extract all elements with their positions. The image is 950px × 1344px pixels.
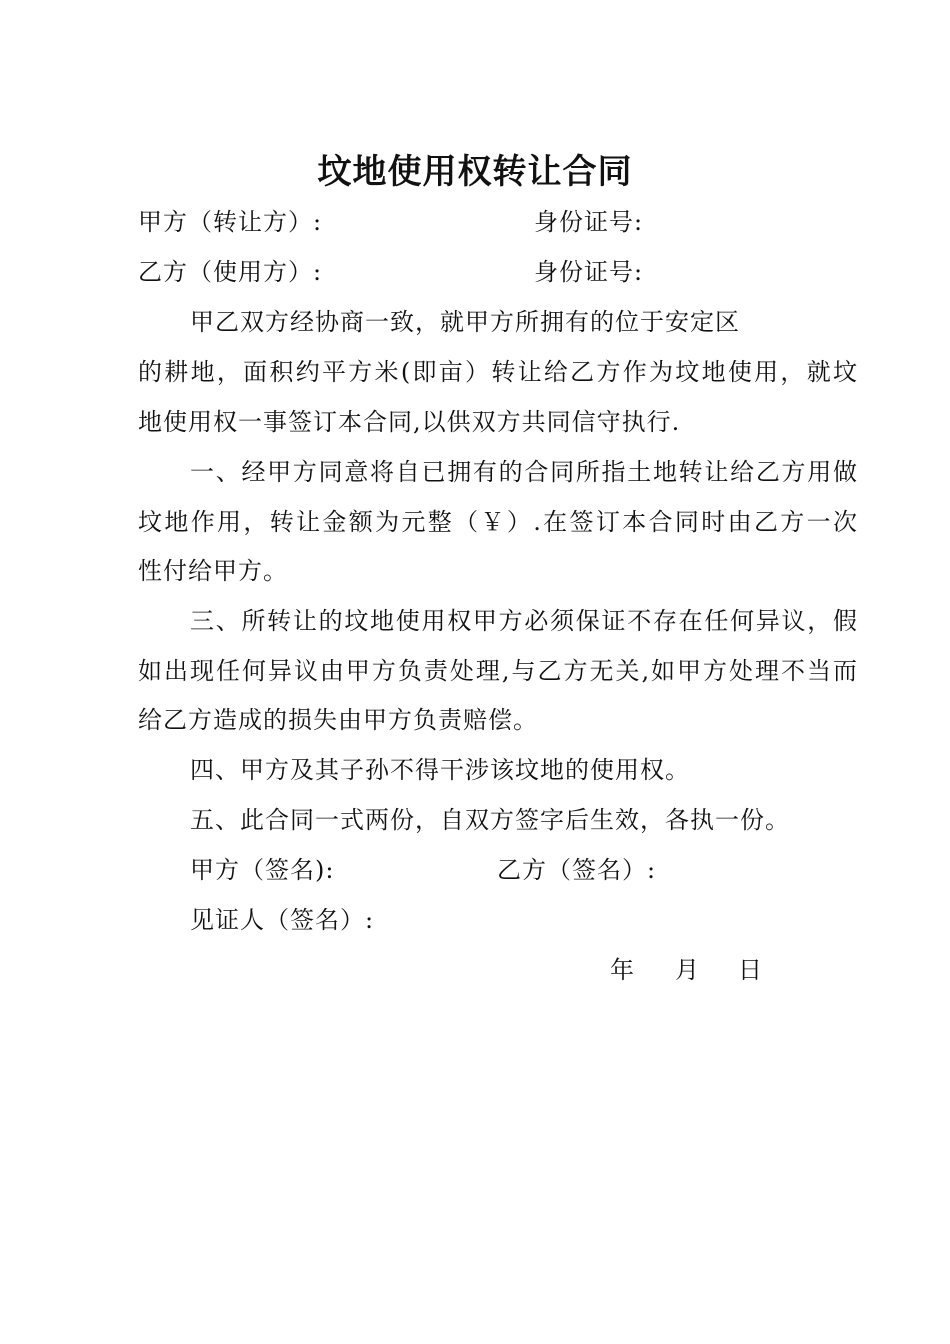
party-a-signature-label: 甲方（签名): — [190, 856, 335, 884]
party-a-id-label: 身份证号: — [534, 208, 644, 236]
preamble-line-1: 甲乙双方经协商一致，就甲方所拥有的位于安定区 — [190, 308, 740, 336]
clause-3-line-1: 三、所转让的坟地使用权甲方必须保证不存在任何异议，假 — [190, 607, 858, 635]
party-a-label: 甲方（转让方）: — [138, 208, 323, 236]
clause-3-line-2: 如出现任何异议由甲方负责处理,与乙方无关,如甲方处理不当而 — [138, 657, 858, 685]
preamble-line-2: 的耕地，面积约平方米(即亩）转让给乙方作为坟地使用，就坟 — [138, 358, 858, 386]
clause-1-line-2: 坟地作用，转让金额为元整（￥）.在签订本合同时由乙方一次 — [138, 508, 858, 536]
party-b-label: 乙方（使用方）: — [138, 258, 323, 286]
date-year: 年 — [610, 956, 635, 984]
preamble-line-3: 地使用权一事签订本合同,以供双方共同信守执行. — [138, 408, 681, 436]
clause-3-line-3: 给乙方造成的损失由甲方负责赔偿。 — [138, 706, 538, 734]
clause-4: 四、甲方及其子孙不得干涉该坟地的使用权。 — [190, 756, 690, 784]
party-b-id-label: 身份证号: — [534, 258, 644, 286]
party-b-signature-label: 乙方（签名）: — [497, 856, 657, 884]
document-title: 坟地使用权转让合同 — [317, 152, 633, 192]
date-day: 日 — [738, 956, 763, 984]
clause-1-line-3: 性付给甲方。 — [138, 557, 288, 585]
date-month: 月 — [675, 956, 700, 984]
witness-signature-label: 见证人（签名）: — [190, 906, 375, 934]
clause-5: 五、此合同一式两份，自双方签字后生效，各执一份。 — [190, 806, 790, 834]
clause-1-line-1: 一、经甲方同意将自已拥有的合同所指土地转让给乙方用做 — [190, 458, 858, 486]
